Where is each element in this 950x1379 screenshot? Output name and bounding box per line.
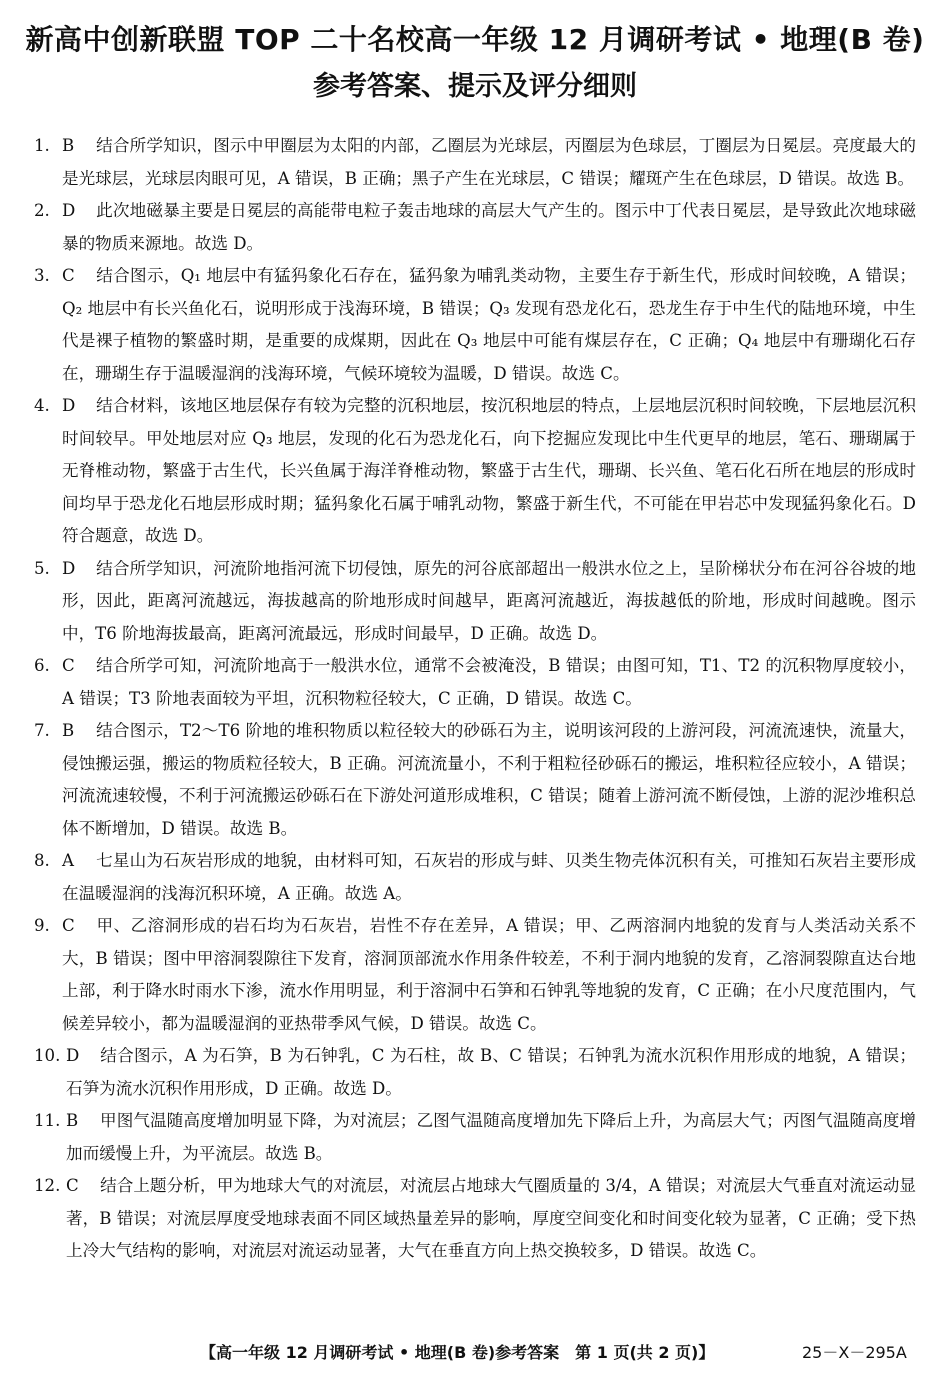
answer-item-8: [34, 845, 916, 910]
item-explanation: 结合图示，Q₁ 地层中有猛犸象化石存在，猛犸象为哺乳类动物，主要生存于新生代，形成时间较晚，A 错误；Q₂ 地层中有长兴鱼化石，说明形成于浅海环境，B 错误；Q₃ 发现有恐龙化石，恐龙生存于中生代的陆地环境，中生代是裸子植物的繁盛时期，是重要的成煤期，因此在 Q₃ 地层中可能有煤层存在，C 正确；Q₄ 地层中有珊瑚化石存在，珊瑚生存于温暖湿润的浅海环境，气候环境较为温暖，D 错误。故选 C。: [62, 266, 916, 383]
item-explanation: 结合所学知识，河流阶地指河流下切侵蚀，原先的河谷底部超出一般洪水位之上，呈阶梯状分布在河谷谷坡的地形，因此，距离河流越远，海拔越高的阶地形成时间越早，距离河流越近，海拔越低的阶地，形成时间越晚。图示中，T6 阶地海拔最高，距离河流最远，形成时间最早，D 正确。故选 D。: [62, 558, 916, 643]
item-number: 8.: [34, 851, 50, 870]
item-number: 2.: [34, 201, 50, 220]
answer-item-7: [34, 715, 916, 845]
item-answer: C: [62, 916, 75, 935]
answer-item-6: [34, 650, 916, 715]
item-number: 12.: [34, 1176, 61, 1195]
item-explanation: 结合材料，该地区地层保存有较为完整的沉积地层，按沉积地层的特点，上层地层沉积时间较晚，下层地层沉积时间较早。甲处地层对应 Q₃ 地层，发现的化石为恐龙化石，向下挖掘应发现比中生代更早的地层，笔石、珊瑚属于无脊椎动物，繁盛于古生代，长兴鱼属于海洋脊椎动物，繁盛于古生代，珊瑚、长兴鱼、笔石化石所在地层的形成时间均早于恐龙化石地层形成时期；猛犸象化石属于哺乳动物，繁盛于新生代，不可能在甲岩芯中发现猛犸象化石。D 符合题意，故选 D。: [62, 396, 916, 545]
page-subtitle: 参考答案、提示及评分细则: [313, 71, 637, 102]
item-explanation: 甲、乙溶洞形成的岩石均为石灰岩，岩性不存在差异，A 错误；甲、乙两溶洞内地貌的发育与人类活动关系不大，B 错误；图中甲溶洞裂隙往下发育，溶洞顶部流水作用条件较差，不利于洞内地貌的发育，乙溶洞裂隙直达台地上部，利于降水时雨水下渗，流水作用明显，利于溶洞中石笋和石钟乳等地貌的发育，C 正确；在小尺度范围内，气候差异较小，都为温暖湿润的亚热带季风气候，D 错误。故选 C。: [62, 916, 916, 1033]
answer-item-9: [34, 910, 916, 1040]
item-answer: C: [66, 1176, 79, 1195]
item-explanation: 结合所学知识，图示中甲圈层为太阳的内部，乙圈层为光球层，丙圈层为色球层，丁圈层为日冕层。亮度最大的是光球层，光球层肉眼可见，A 错误，B 正确；黑子产生在光球层，C 错误；耀斑产生在色球层，D 错误。故选 B。: [62, 136, 916, 188]
answer-item-10: [34, 1040, 916, 1105]
item-explanation: 甲图气温随高度增加明显下降，为对流层；乙图气温随高度增加先下降后上升，为高层大气；丙图气温随高度增加而缓慢上升，为平流层。故选 B。: [66, 1111, 916, 1163]
item-explanation: 结合图示，A 为石笋，B 为石钟乳，C 为石柱，故 B、C 错误；石钟乳为流水沉积作用形成的地貌，A 错误；石笋为流水沉积作用形成，D 正确。故选 D。: [66, 1046, 916, 1098]
item-answer: D: [62, 201, 76, 220]
answer-item-3: [34, 260, 916, 390]
item-answer: A: [62, 851, 74, 870]
item-explanation: 结合上题分析，甲为地球大气的对流层，对流层占地球大气圈质量的 3/4，A 错误；对流层大气垂直对流运动显著，B 错误；对流层厚度受地球表面不同区域热量差异的影响，厚度空间变化和时间变化较为显著，C 正确；受下热上冷大气结构的影响，对流层对流运动显著，大气在垂直方向上热交换较多，D 错误。故选 C。: [66, 1176, 916, 1260]
answer-item-11: [34, 1105, 916, 1170]
item-number: 6.: [34, 656, 50, 675]
item-number: 9.: [34, 916, 50, 935]
answer-item-5: [34, 553, 916, 651]
item-answer: C: [62, 266, 75, 285]
answer-item-4: [34, 390, 916, 553]
answer-item-12: [34, 1170, 916, 1268]
item-explanation: 结合所学可知，河流阶地高于一般洪水位，通常不会被淹没，B 错误；由图可知，T1、T2 的沉积物厚度较小，A 错误；T3 阶地表面较为平坦，沉积物粒径较大，C 正确，D 错误。故选 C。: [62, 656, 916, 708]
item-answer: C: [62, 656, 75, 675]
page-title: 新高中创新联盟 TOP 二十名校高一年级 12 月调研考试 • 地理(B 卷): [25, 23, 925, 56]
footer-page-info: 【高一年级 12 月调研考试 • 地理(B 卷)参考答案 第 1 页(共 2 页)】: [200, 1343, 715, 1362]
item-number: 4.: [34, 396, 50, 415]
answer-list: [34, 130, 916, 1268]
item-answer: D: [66, 1046, 80, 1065]
item-number: 1.: [34, 136, 50, 155]
item-explanation: 此次地磁暴主要是日冕层的高能带电粒子轰击地球的高层大气产生的。图示中丁代表日冕层，是导致此次地球磁暴的物质来源地。故选 D。: [62, 201, 916, 253]
footer-code: 25－X－295A: [802, 1343, 907, 1362]
answer-item-2: [34, 195, 916, 260]
item-answer: B: [62, 721, 75, 740]
item-explanation: 七星山为石灰岩形成的地貌，由材料可知，石灰岩的形成与蚌、贝类生物壳体沉积有关，可推知石灰岩主要形成在温暖湿润的浅海沉积环境，A 正确。故选 A。: [62, 851, 916, 903]
item-number: 3.: [34, 266, 50, 285]
answer-item-1: [34, 130, 916, 195]
item-answer: D: [62, 558, 76, 578]
item-answer: D: [62, 396, 76, 415]
item-number: 7.: [34, 721, 50, 740]
item-answer: B: [62, 136, 75, 155]
item-number: 11.: [34, 1111, 61, 1130]
item-answer: B: [66, 1111, 79, 1130]
item-explanation: 结合图示，T2～T6 阶地的堆积物质以粒径较大的砂砾石为主，说明该河段的上游河段，河流流速快，流量大，侵蚀搬运强，搬运的物质粒径较大，B 正确。河流流量小，不利于粗粒径砂砾石的搬运，堆积粒径应较小，A 错误；河流流速较慢，不利于河流搬运砂砾石在下游处河道形成堆积，C 错误；随着上游河流不断侵蚀，上游的泥沙堆积总体不断增加，D 错误。故选 B。: [62, 721, 916, 838]
item-number: 5.: [34, 558, 50, 578]
item-number: 10.: [34, 1046, 61, 1065]
